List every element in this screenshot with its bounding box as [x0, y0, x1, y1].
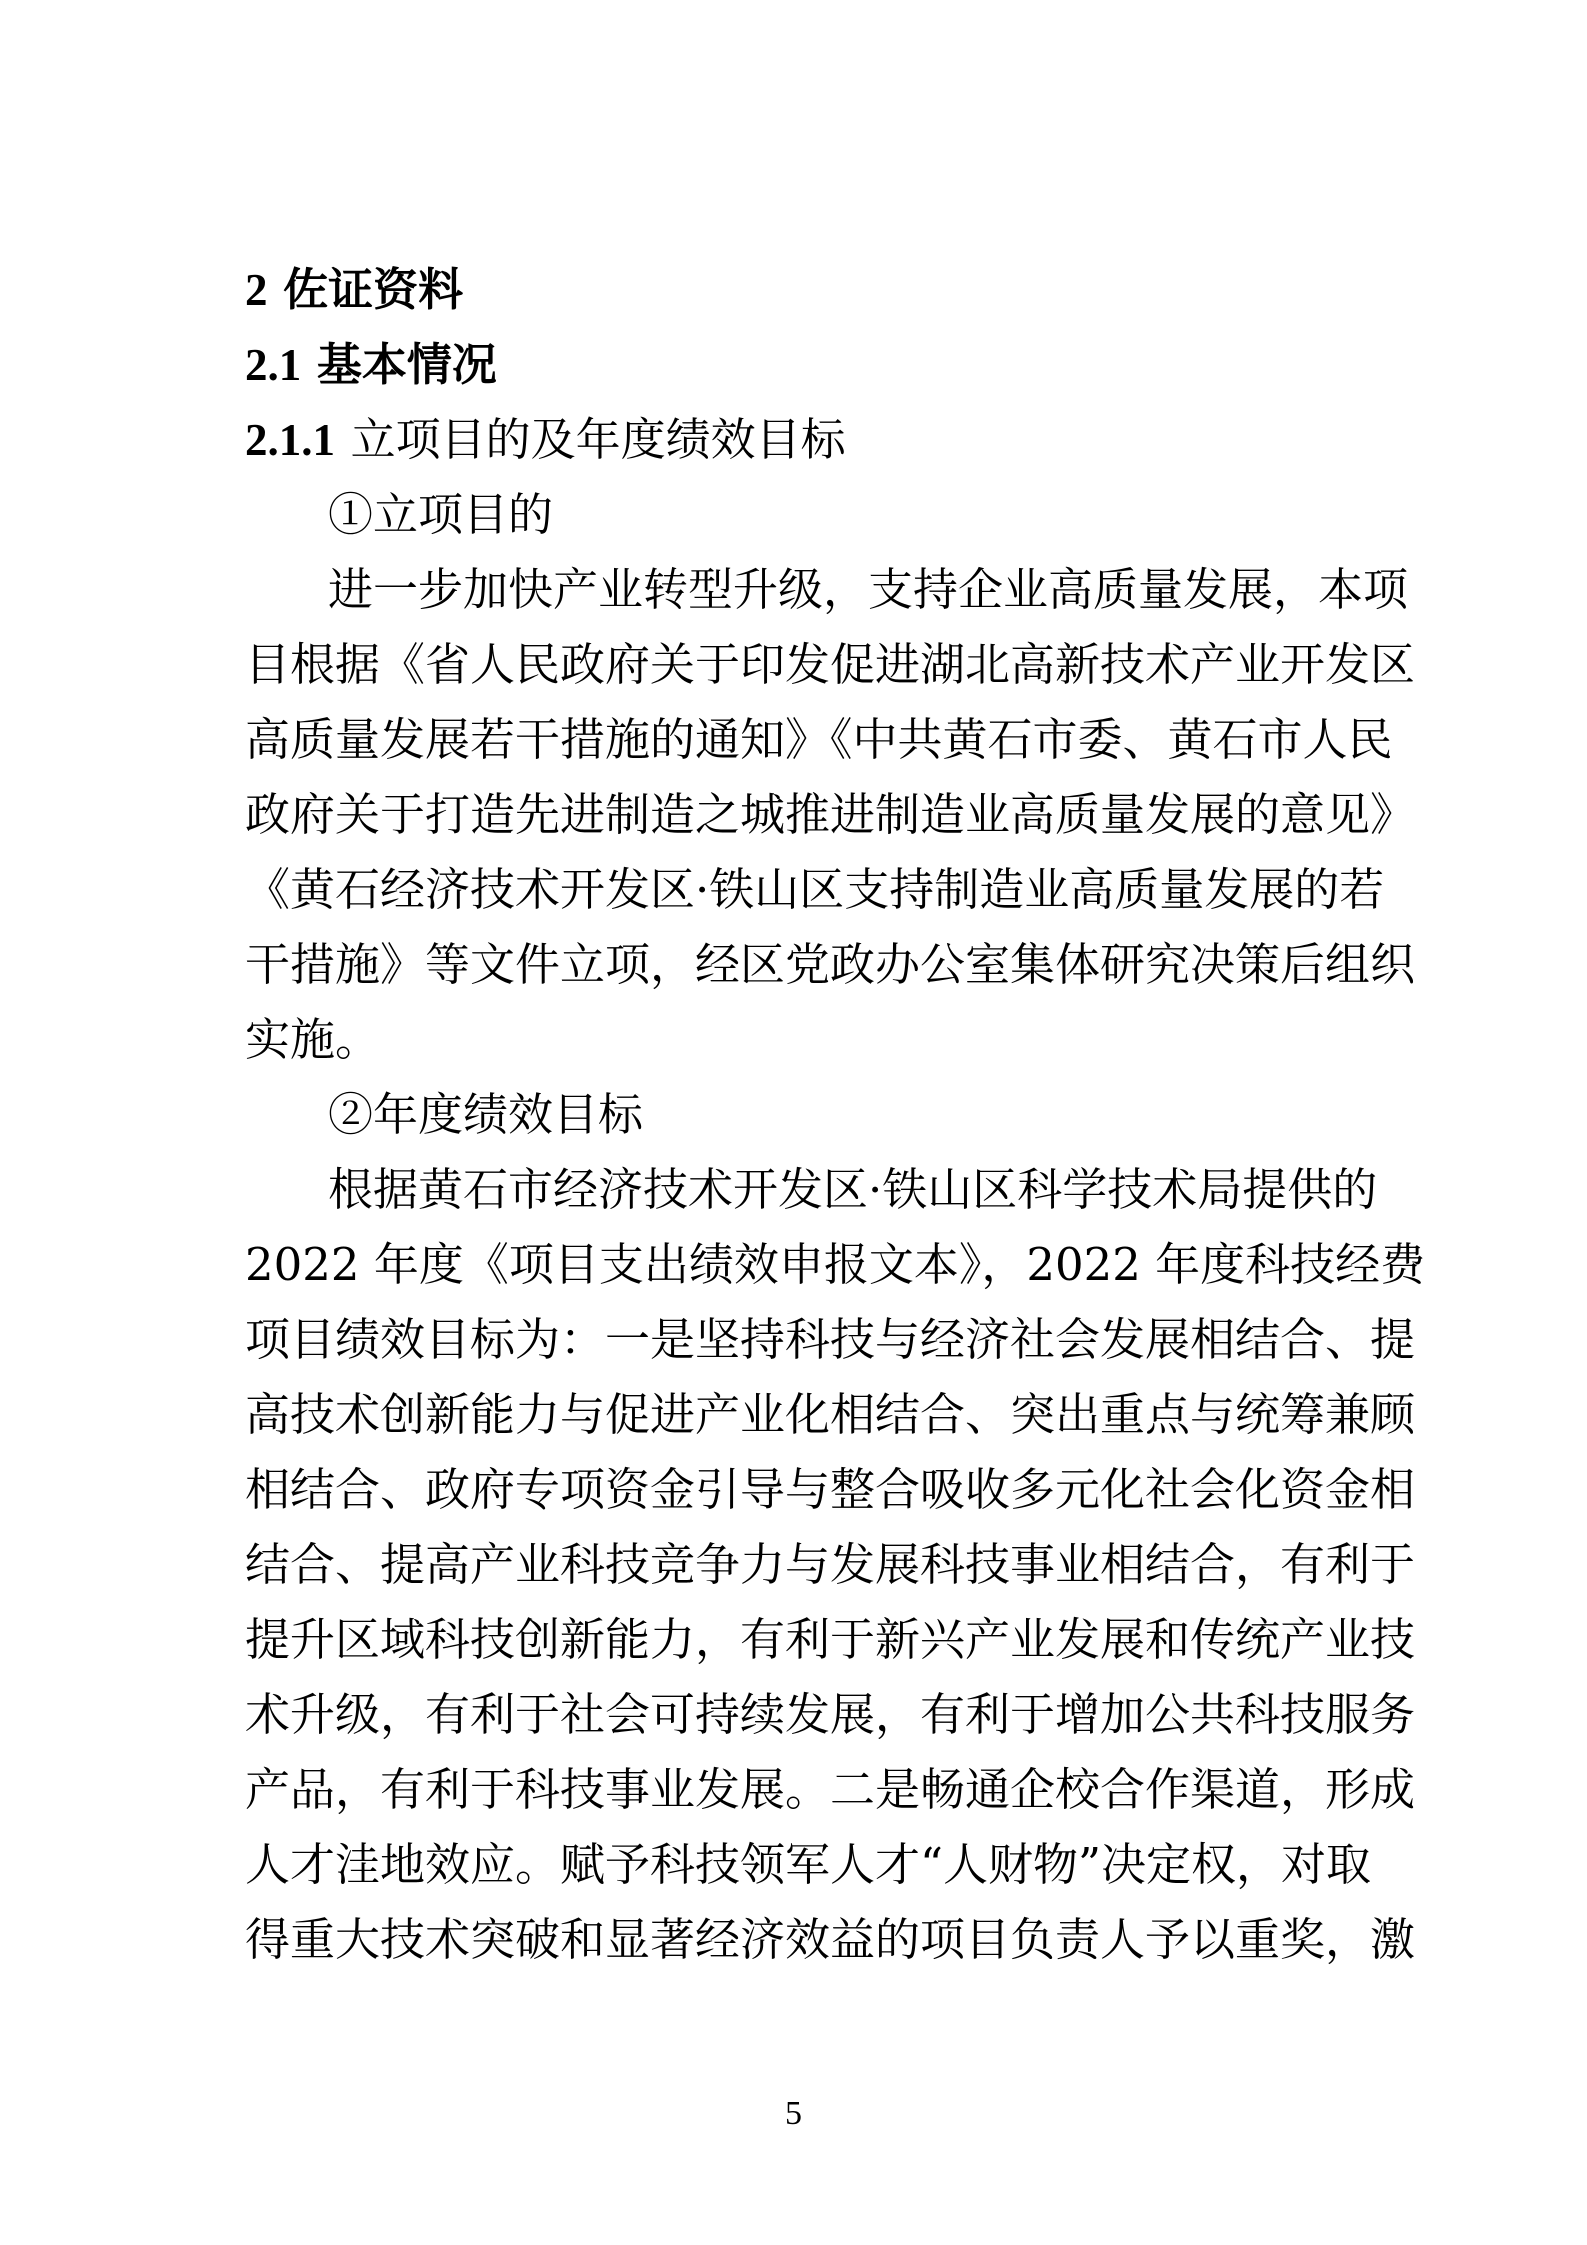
paragraph-line: 政府关于打造先进制造之城推进制造业高质量发展的意见》 — [245, 788, 1416, 841]
paragraph-line: 高技术创新能力与促进产业化相结合、突出重点与统筹兼顾 — [245, 1388, 1416, 1441]
heading-level-3 — [245, 402, 1355, 477]
heading-level-1 — [245, 252, 1355, 327]
paragraph-line: 项目绩效目标为：一是坚持科技与经济社会发展相结合、提 — [245, 1313, 1416, 1366]
paragraph-line: 目根据《省人民政府关于印发促进湖北高新技术产业开发区 — [245, 638, 1416, 691]
heading-text: 佐证资料 — [283, 263, 464, 316]
heading-number: 2 — [245, 265, 268, 315]
paragraph-line: 进一步加快产业转型升级，支持企业高质量发展，本项 — [328, 563, 1409, 616]
heading-level-2 — [245, 327, 1355, 402]
paragraph-line: 产品，有利于科技事业发展。二是畅通企校合作渠道，形成 — [245, 1763, 1416, 1816]
subheading-purpose: ①立项目的 — [328, 488, 554, 541]
heading-number: 2.1 — [245, 340, 302, 390]
paragraph-line: 高质量发展若干措施的通知》《中共黄石市委、黄石市人民 — [245, 713, 1393, 766]
paragraph-line: 《黄石经济技术开发区·铁山区支持制造业高质量发展的若 — [245, 863, 1385, 916]
paragraph-line: 2022 年度《项目支出绩效申报文本》，2022 年度科技经费 — [245, 1238, 1426, 1291]
paragraph-line: 相结合、政府专项资金引导与整合吸收多元化社会化资金相 — [245, 1463, 1416, 1516]
paragraph-line: 术升级，有利于社会可持续发展，有利于增加公共科技服务 — [245, 1688, 1416, 1741]
paragraph-line: 人才洼地效应。赋予科技领军人才“人财物”决定权，对取 — [245, 1838, 1372, 1891]
paragraph-line: 结合、提高产业科技竞争力与发展科技事业相结合，有利于 — [245, 1538, 1416, 1591]
paragraph-line: 得重大技术突破和显著经济效益的项目负责人予以重奖，激 — [245, 1913, 1416, 1966]
paragraph-line: 干措施》等文件立项，经区党政办公室集体研究决策后组织 — [245, 938, 1416, 991]
heading-number: 2.1.1 — [245, 415, 335, 465]
heading-text: 立项目的及年度绩效目标 — [350, 413, 846, 466]
paragraph-line: 根据黄石市经济技术开发区·铁山区科学技术局提供的 — [328, 1163, 1378, 1216]
subheading-annual-goals: ②年度绩效目标 — [328, 1088, 644, 1141]
paragraph-line: 提升区域科技创新能力，有利于新兴产业发展和传统产业技 — [245, 1613, 1416, 1666]
paragraph-line: 实施。 — [245, 1013, 381, 1066]
page-number: 5 — [785, 2095, 802, 2132]
heading-text: 基本情况 — [316, 338, 497, 391]
